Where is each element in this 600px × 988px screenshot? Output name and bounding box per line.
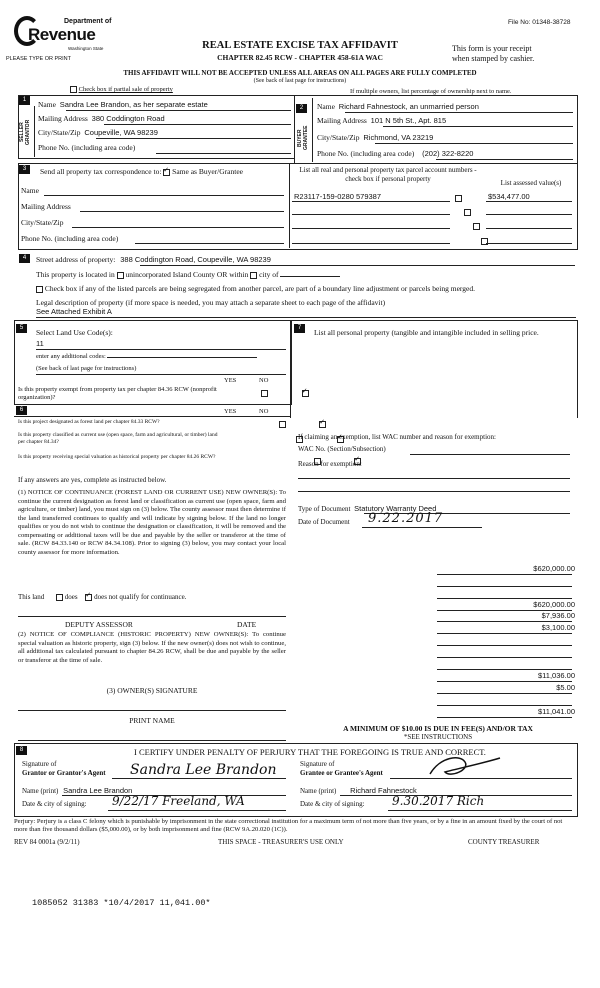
grantor-date-city[interactable]: 9/22/17 Freeland, WA xyxy=(112,794,245,808)
grantee-phone[interactable]: (202) 322-8220 xyxy=(422,149,474,158)
forest-yes-checkbox[interactable] xyxy=(279,421,286,428)
grantor-address-row: Mailing Address 380 Coddington Road xyxy=(38,114,165,123)
please-type: PLEASE TYPE OR PRINT xyxy=(6,56,72,62)
state-technology-fee[interactable]: $5.00 xyxy=(556,683,575,692)
grantor-city[interactable]: Coupeville, WA 98239 xyxy=(84,128,158,137)
segregated-checkbox[interactable] xyxy=(36,286,43,293)
does-not-checkbox[interactable] xyxy=(85,594,92,601)
exempt-yes-checkbox[interactable] xyxy=(261,390,268,397)
assessed-values-label: List assessed value(s) xyxy=(500,179,562,187)
grantee-name-row: Name Richard Fahnestock, an unmarried person xyxy=(317,102,479,111)
payment-stamp: 1085052 31383 *10/4/2017 11,041.00* xyxy=(32,898,211,908)
grantee-phone-row: Phone No. (including area code) (202) 322-8220 xyxy=(317,149,474,158)
grantee-city[interactable]: Richmond, VA 23219 xyxy=(363,133,434,142)
property-street-address[interactable]: 388 Coddington Road, Coupeville, WA 98239 xyxy=(120,255,271,264)
personal-property-checkbox-2[interactable] xyxy=(464,209,471,216)
forest-land-question: Is this project designated as forest land per chapter 84.33 RCW? xyxy=(18,419,160,425)
section-8-number: 8 xyxy=(16,746,27,755)
form-title: REAL ESTATE EXCISE TAX AFFIDAVIT xyxy=(202,40,398,51)
minimum-fee-note: A MINIMUM OF $10.00 IS DUE IN FEE(S) AND/OR TAX xyxy=(343,724,533,733)
grantee-date-row: Date & city of signing: xyxy=(300,800,365,808)
property-location-row: This property is located in unincorporated Island County OR within city of xyxy=(36,270,340,279)
subtotal[interactable]: $11,036.00 xyxy=(538,671,575,680)
multiple-owners-note: If multiple owners, list percentage of ownership next to name. xyxy=(350,88,512,95)
form-subtitle: CHAPTER 82.45 RCW - CHAPTER 458-61A WAC xyxy=(217,53,383,62)
grantor-date-row: Date & city of signing: xyxy=(22,800,87,808)
partial-sale-check[interactable]: Check box if partial sale of property xyxy=(70,86,173,93)
grantor-side-label: SELLER GRANTOR xyxy=(19,119,31,145)
form-revision: REV 84 0001a (9/2/11) xyxy=(14,838,80,846)
wac-row: WAC No. (Section/Subsection) xyxy=(298,445,386,453)
grantee-print-row: Name (print) Richard Fahnestock xyxy=(300,786,417,795)
excise-tax-state[interactable]: $7,936.00 xyxy=(541,611,575,620)
within-city-checkbox[interactable] xyxy=(250,272,257,279)
section-7-number: 7 xyxy=(294,324,305,333)
send-correspondence-row: Send all property tax correspondence to: ✓ Same as Buyer/Grantee xyxy=(40,167,243,176)
section-6-number: 6 xyxy=(16,406,27,415)
grantor-name[interactable]: Sandra Lee Brandon, as her separate estate xyxy=(59,100,208,109)
section-1-number: 1 xyxy=(19,96,30,105)
street-address-row: Street address of property: 388 Coddington Road, Coupeville, WA 98239 xyxy=(36,255,271,264)
grantor-print-name[interactable]: Sandra Lee Brandon xyxy=(63,786,133,795)
file-number: File No: 01348-38728 xyxy=(508,19,571,26)
grantee-address[interactable]: 101 N 5th St., Apt. 815 xyxy=(370,116,447,125)
unincorporated-checkbox[interactable] xyxy=(117,272,124,279)
notice-of-compliance: (2) NOTICE OF COMPLIANCE (HISTORIC PROPERTY) NEW OWNER(S): To continue special valuation as historic property, sign (3) below. If the new owner(s) does not wish to continue, all additional tax calculated pursuant to chapter 84.26 RCW, shall be due and payable by the seller or transferor at the time of sale. xyxy=(18,631,286,664)
section-4-number: 4 xyxy=(19,254,30,263)
certify-statement: I CERTIFY UNDER PENALTY OF PERJURY THAT THE FOREGOING IS TRUE AND CORRECT. xyxy=(134,747,486,757)
grantee-signature-label: Signature of Grantee or Grantee's Agent xyxy=(300,760,383,777)
does-checkbox[interactable] xyxy=(56,594,63,601)
historic-question: Is this property receiving special valuation as historical property per chapter 84.26 RCW? xyxy=(18,454,216,460)
grantee-city-row: City/State/Zip Richmond, VA 23219 xyxy=(317,133,434,142)
doc-date-row: Date of Document xyxy=(298,518,350,526)
section-3-number: 3 xyxy=(19,165,30,174)
personal-property-checkbox-3[interactable] xyxy=(473,223,480,230)
receipt-note: This form is your receipt when stamped by cashier. xyxy=(452,44,535,63)
section-5-number: 5 xyxy=(16,324,27,333)
same-as-grantee-checkbox[interactable] xyxy=(163,169,170,176)
see-back-note: (See back of last page for instructions) xyxy=(253,78,347,84)
parcel-account-1[interactable]: R23117-159-0280 579387 xyxy=(294,192,382,201)
legal-description[interactable]: See Attached Exhibit A xyxy=(36,307,112,316)
continuance-row: This land does ✓ does not qualify for continuance. xyxy=(18,593,186,601)
dor-logo: Department of Revenue Washington State xyxy=(8,12,118,52)
total-due[interactable]: $11,041.00 xyxy=(538,707,575,716)
grantor-phone-row: Phone No. (including area code) xyxy=(38,143,136,152)
doc-type-row: Type of Document Statutory Warranty Deed xyxy=(298,504,437,513)
exempt-question: Is this property exempt from property tax per chapter 84.36 RCW (nonprofit organization)? xyxy=(18,386,217,401)
current-use-question: Is this property classified as current use (open space, farm and agricultural, or timber) land per chapter 84.34? xyxy=(18,432,218,445)
grantee-print-name[interactable]: Richard Fahnestock xyxy=(350,786,417,795)
grantee-address-row: Mailing Address 101 N 5th St., Apt. 815 xyxy=(317,116,447,125)
grantor-print-row: Name (print) Sandra Lee Brandon xyxy=(22,786,133,795)
notice-of-continuance: (1) NOTICE OF CONTINUANCE (FOREST LAND OR CURRENT USE) NEW OWNER(S): To continue the current designation as forest land or classification as current use (open space, farm and agriculture, or timber) land, you must sign on (3) below. The county assessor must then determine if the land transferred continues to qualify and will indicate by signing below. If the land no longer qualifies or you do not wish to continue the designation or classification, it will be removed and the compensating or additional taxes will be due and payable by the seller or transferor at the time of sale. (RCW 84.33.140 or RCW 84.34.108). Prior to signing (3) below, you may contact your local county assessor for more information. xyxy=(18,489,286,556)
section-2-number: 2 xyxy=(296,104,307,113)
additional-codes-row: enter any additional codes: xyxy=(36,353,257,360)
county-treasurer: COUNTY TREASURER xyxy=(468,838,540,846)
grantee-name[interactable]: Richard Fahnestock, an unmarried person xyxy=(338,102,479,111)
segregated-row: Check box if any of the listed parcels are being segregated from another parcel, are part of a boundary line adjustment or parcels being merged. xyxy=(36,284,576,293)
perjury-notice: Perjury: Perjury is a class C felony which is punishable by imprisonment in the state correctional institution for a maximum term of not more than five years, or by a fine in an amount fixed by the court of not more than five thousand dollars ($5,000.00), or by both imprisonment and fine (RCW 9A.20.020 (1C)). xyxy=(14,818,563,833)
document-type[interactable]: Statutory Warranty Deed xyxy=(354,504,437,513)
grantor-city-row: City/State/Zip Coupeville, WA 98239 xyxy=(38,128,158,137)
grantor-signature[interactable]: Sandra Lee Brandon xyxy=(130,762,277,778)
taxable-selling-price[interactable]: $620,000.00 xyxy=(533,600,575,609)
excise-tax-local[interactable]: $3,100.00 xyxy=(541,623,575,632)
partial-sale-checkbox[interactable] xyxy=(70,86,77,93)
land-use-code[interactable]: 11 xyxy=(36,339,44,348)
grantor-signature-label: Signature of Grantor or Grantor's Agent xyxy=(22,760,106,777)
grantor-name-row: Name Sandra Lee Brandon, as her separate estate xyxy=(38,100,208,109)
grantor-address[interactable]: 380 Coddington Road xyxy=(91,114,165,123)
personal-property-checkbox-1[interactable] xyxy=(455,195,462,202)
grantee-side-label: BUYER GRANTEE xyxy=(297,125,309,151)
assessed-value-1[interactable]: $534,477.00 xyxy=(488,192,530,201)
gross-selling-price[interactable]: $620,000.00 xyxy=(533,564,575,573)
form-warning: THIS AFFIDAVIT WILL NOT BE ACCEPTED UNLESS ALL AREAS ON ALL PAGES ARE FULLY COMPLETED xyxy=(123,69,477,77)
treasurer-space: THIS SPACE - TREASURER'S USE ONLY xyxy=(218,838,344,846)
grantee-date-city[interactable]: 9.30.2017 Rich xyxy=(392,794,485,808)
forest-no-checkbox[interactable] xyxy=(319,421,326,428)
parcel-accounts-label: List all real and personal property tax parcel account numbers - check box if personal property xyxy=(299,166,477,183)
document-date[interactable]: 9.22.2017 xyxy=(368,511,444,526)
